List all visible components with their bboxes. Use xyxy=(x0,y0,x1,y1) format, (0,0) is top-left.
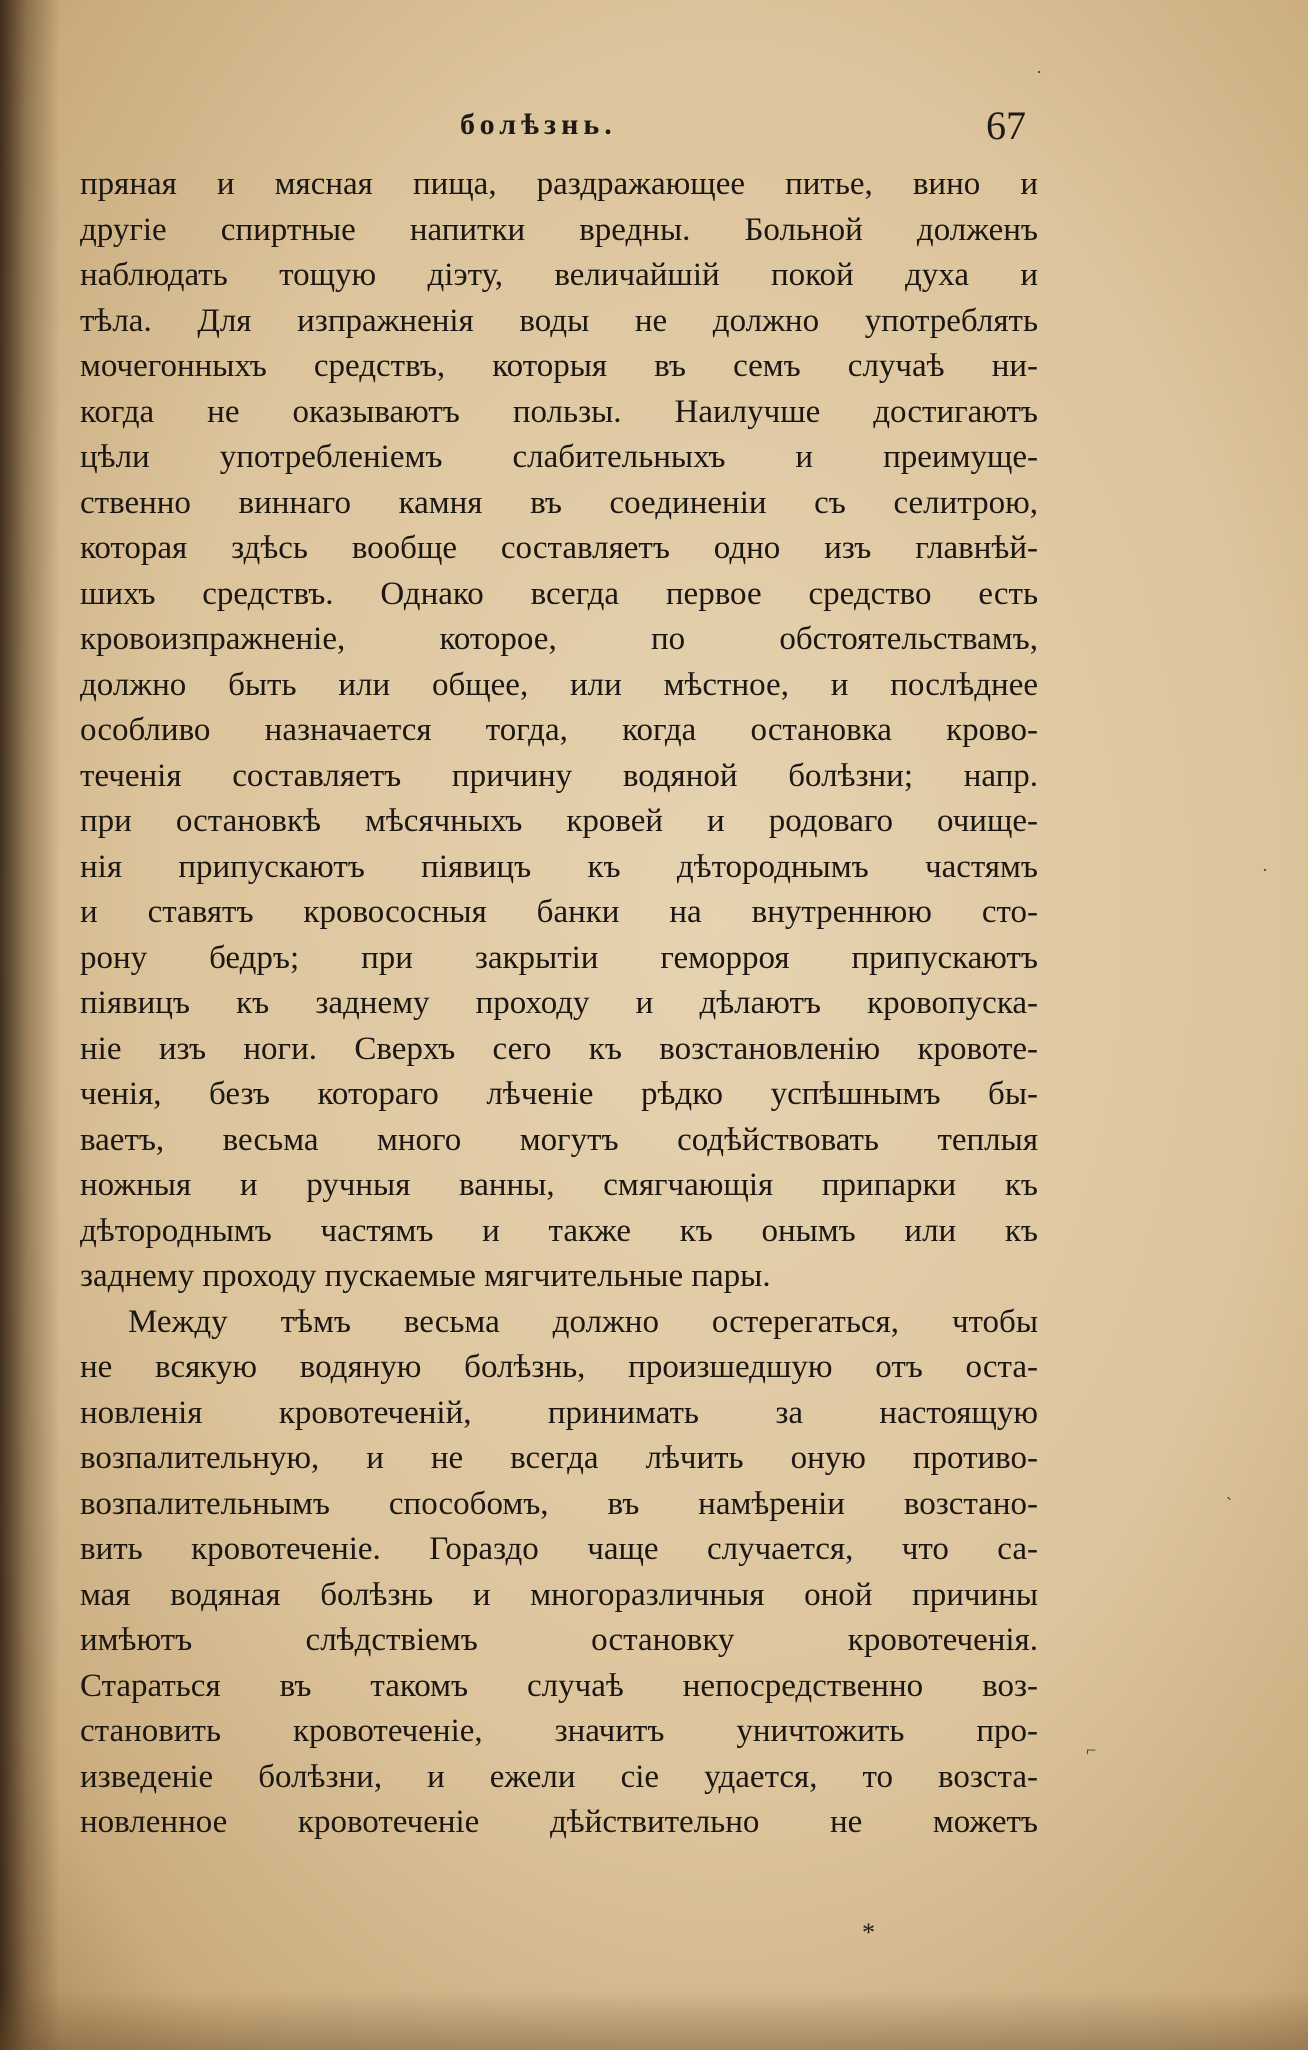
text-line: и ставятъ кровососныя банки на внутреннюю сто- xyxy=(80,894,1038,930)
paper-speck: · xyxy=(1262,860,1268,880)
text-line: другіе спиртные напитки вредны. Больной долженъ xyxy=(80,211,1038,248)
text-line: мочегонныхъ средствъ, которыя въ семъ случаѣ ни- xyxy=(80,348,1038,384)
text-line: цѣли употребленіемъ слабительныхъ и преимуще- xyxy=(80,439,1038,475)
running-head: болѣзнь. xyxy=(460,108,617,141)
text-line: имѣютъ слѣдствіемъ остановку кровотеченія. xyxy=(80,1622,1038,1658)
text-line: становить кровотеченіе, значитъ уничтожить про- xyxy=(80,1713,1038,1749)
text-line: вить кровотеченіе. Гораздо чаще случается, что са- xyxy=(80,1531,1038,1567)
paragraph-end-line: заднему проходу пускаемые мягчительные пары. xyxy=(80,1258,771,1294)
paper-speck: ˏ xyxy=(1226,1480,1232,1500)
text-line: возпалительнымъ способомъ, въ намѣреніи возстано- xyxy=(80,1485,1038,1522)
text-line: изведеніе болѣзни, и ежели сіе удается, то возста- xyxy=(80,1758,1038,1795)
text-line: ніе изъ ноги. Сверхъ сего къ возстановленію кровоте- xyxy=(80,1030,1038,1067)
text-line: теченія составляетъ причину водяной болѣзни; напр. xyxy=(80,757,1038,794)
spine-shadow xyxy=(0,0,60,2050)
text-line: рону бедръ; при закрытіи геморроя припускаютъ xyxy=(80,939,1038,976)
text-line: нія припускаютъ піявицъ къ дѣтороднымъ частямъ xyxy=(80,848,1038,885)
text-line: когда не оказываютъ пользы. Наилучше достигаютъ xyxy=(80,393,1038,430)
text-line: пряная и мясная пища, раздражающее питье, вино и xyxy=(80,166,1038,202)
text-line: особливо назначается тогда, когда остановка крово- xyxy=(80,712,1038,748)
text-line: наблюдать тощую діэту, величайшій покой духа и xyxy=(80,257,1038,293)
text-line: возпалительную, и не всегда лѣчить оную противо- xyxy=(80,1440,1038,1476)
text-line: должно быть или общее, или мѣстное, и послѣднее xyxy=(80,666,1038,703)
page-number: 67 xyxy=(986,103,1026,148)
text-line: Стараться въ такомъ случаѣ непосредственно воз- xyxy=(80,1667,1038,1704)
text-line: дѣтороднымъ частямъ и также къ онымъ или къ xyxy=(80,1212,1038,1249)
text-line: новленное кровотеченіе дѣйствительно не можетъ xyxy=(80,1804,1038,1840)
text-line: піявицъ къ заднему проходу и дѣлаютъ кровопуска- xyxy=(80,985,1038,1021)
paper-speck: ⌐ xyxy=(1086,1740,1097,1760)
text-line: ственно виннаго камня въ соединеніи съ селитрою, xyxy=(80,484,1038,521)
paragraph-start-line: Между тѣмъ весьма должно остерегаться, чтобы xyxy=(128,1303,1038,1340)
bottom-edge-shadow xyxy=(0,1990,1308,2050)
text-line: ваетъ, весьма много могутъ содѣйствовать теплыя xyxy=(80,1121,1038,1158)
text-line: кровоизпражненіе, которое, по обстоятельствамъ, xyxy=(80,621,1038,657)
body-text xyxy=(80,162,1038,1846)
signature-mark: * xyxy=(862,1918,875,1947)
text-line: тѣла. Для изпражненія воды не должно употреблять xyxy=(80,302,1038,339)
text-line: не всякую водяную болѣзнь, произшедшую отъ оста- xyxy=(80,1349,1038,1385)
text-line: мая водяная болѣзнь и многоразличныя оной причины xyxy=(80,1576,1038,1613)
text-line: которая здѣсь вообще составляетъ одно изъ главнѣй- xyxy=(80,530,1038,566)
text-line: шихъ средствъ. Однако всегда первое средство есть xyxy=(80,575,1038,612)
text-line: при остановкѣ мѣсячныхъ кровей и родоваго очище- xyxy=(80,803,1038,839)
text-line: ченія, безъ котораго лѣченіе рѣдко успѣшнымъ бы- xyxy=(80,1076,1038,1112)
text-line: новленія кровотеченій, принимать за настоящую xyxy=(80,1394,1038,1431)
paper-speck: · xyxy=(1036,62,1042,82)
text-line: ножныя и ручныя ванны, смягчающія припарки къ xyxy=(80,1167,1038,1203)
